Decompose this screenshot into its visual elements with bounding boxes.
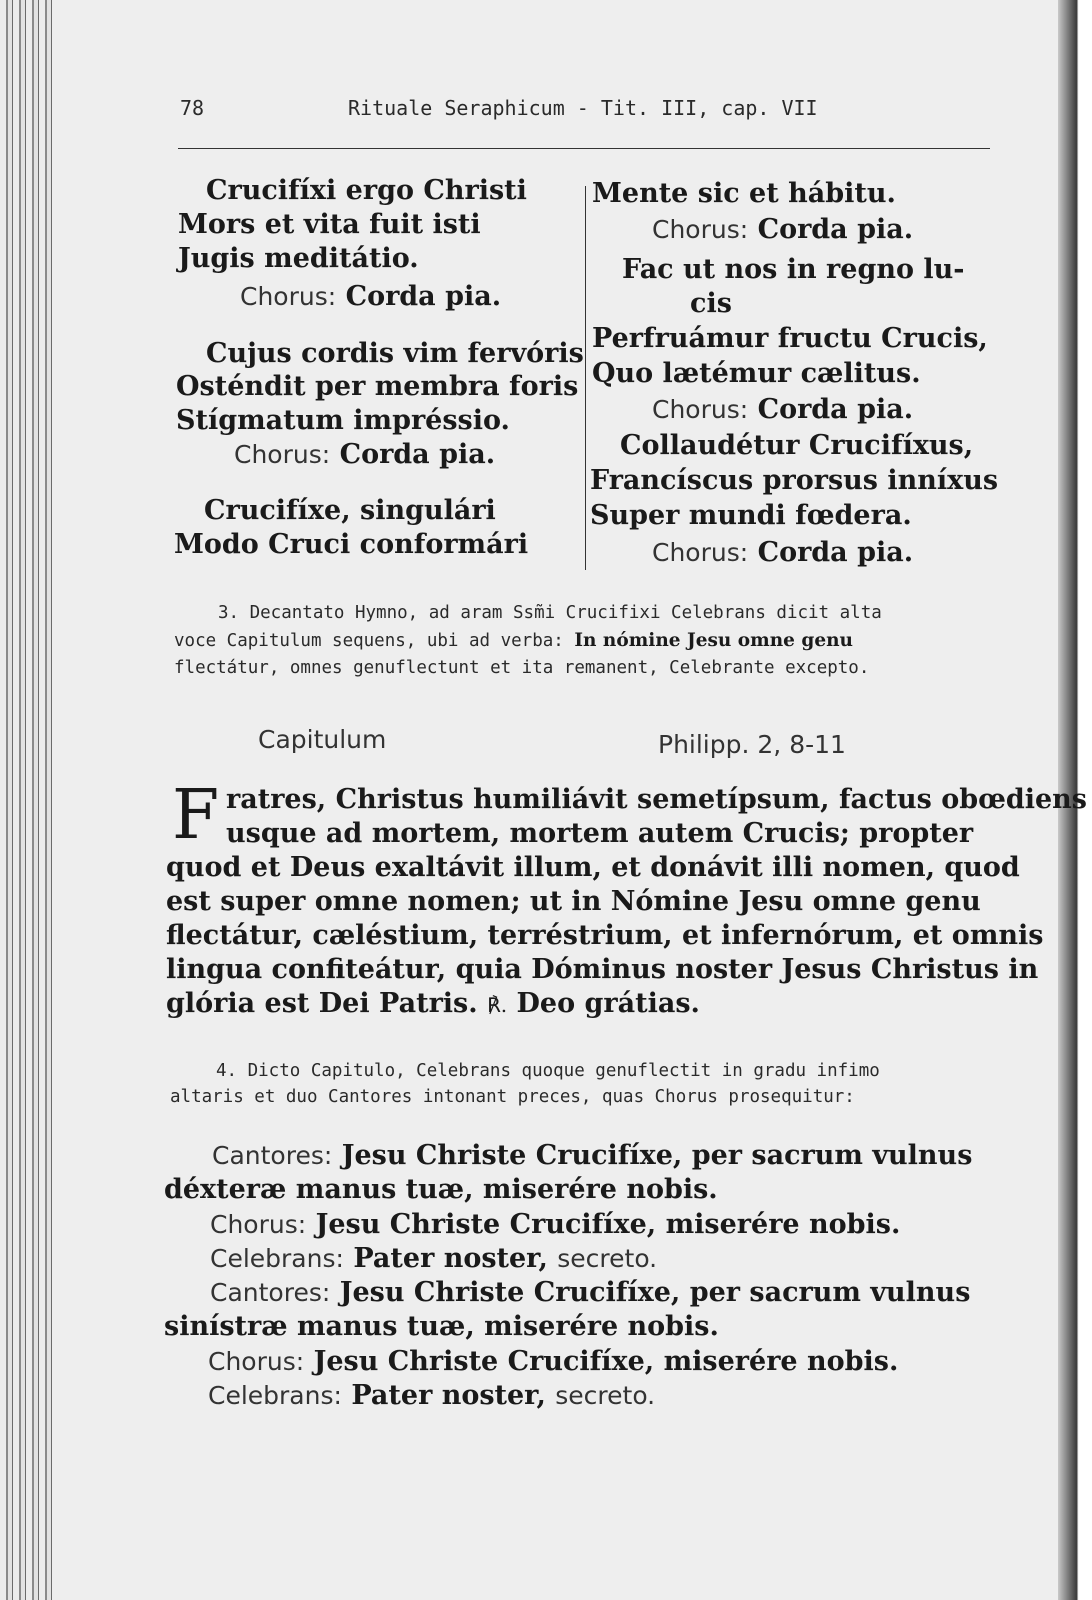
refrain-text: Corda pia. bbox=[757, 214, 914, 245]
chorus-refrain bbox=[240, 279, 501, 314]
chorus-label: Chorus: bbox=[652, 538, 749, 567]
hymn-line: cis bbox=[690, 288, 732, 319]
precis-text: Jesu Christe Crucifíxe, per sacrum vulnus bbox=[339, 1277, 971, 1308]
chorus-label: Chorus: bbox=[240, 282, 337, 311]
precis-line bbox=[212, 1140, 972, 1171]
precis-line: sinístræ manus tuæ, miserére nobis. bbox=[164, 1311, 719, 1342]
capitulum-title: Capitulum bbox=[258, 725, 387, 754]
page-number: 78 bbox=[180, 96, 205, 120]
chorus-refrain bbox=[652, 535, 913, 570]
hymn-line: Jugis meditátio. bbox=[178, 243, 419, 274]
hymn-line: Mors et vita fuit isti bbox=[178, 209, 481, 240]
hymn-line: Cujus cordis vim fervóris bbox=[206, 338, 584, 369]
hymn-line: Perfruámur fructu Crucis, bbox=[592, 323, 988, 354]
hymn-line: Francíscus prorsus inníxus bbox=[590, 465, 999, 496]
secreto-note: secreto. bbox=[557, 1244, 658, 1273]
book-spine bbox=[0, 0, 52, 1600]
celebrans-label: Celebrans: bbox=[208, 1381, 342, 1410]
celebrans-label: Celebrans: bbox=[210, 1244, 344, 1273]
cantores-label: Cantores: bbox=[210, 1278, 331, 1307]
cantores-label: Cantores: bbox=[212, 1141, 333, 1170]
refrain-text: Corda pia. bbox=[757, 394, 914, 425]
capitulum-line: flectátur, cæléstium, terréstrium, et infernórum, et omnis bbox=[166, 920, 1044, 951]
chorus-label: Chorus: bbox=[208, 1347, 305, 1376]
capitulum-line: est super omne nomen; ut in Nómine Jesu omne genu bbox=[166, 886, 981, 917]
chorus-refrain bbox=[234, 437, 495, 472]
chorus-label: Chorus: bbox=[652, 395, 749, 424]
hymn-line: Fac ut nos in regno lu- bbox=[622, 254, 965, 285]
precis-line bbox=[208, 1380, 655, 1411]
chorus-refrain bbox=[652, 392, 913, 427]
capitulum-line bbox=[166, 988, 700, 1019]
chorus-label: Chorus: bbox=[210, 1210, 307, 1239]
rubric-line: 4. Dicto Capitulo, Celebrans quoque genuflectit in gradu infimo bbox=[216, 1061, 880, 1081]
capitulum-line: ratres, Christus humiliávit semetípsum, factus obœdiens bbox=[226, 784, 1087, 815]
drop-cap: F bbox=[172, 776, 220, 855]
precis-text: Jesu Christe Crucifíxe, per sacrum vulnus bbox=[341, 1140, 973, 1171]
precis-text: Jesu Christe Crucifíxe, miserére nobis. bbox=[313, 1346, 899, 1377]
refrain-text: Corda pia. bbox=[339, 439, 496, 470]
refrain-text: Corda pia. bbox=[757, 537, 914, 568]
column-divider bbox=[585, 186, 586, 570]
response-icon: ℟. bbox=[487, 993, 508, 1017]
capitulum-line: lingua confiteátur, quia Dóminus noster Jesus Christus in bbox=[166, 954, 1039, 985]
secreto-note: secreto. bbox=[555, 1381, 656, 1410]
precis-line bbox=[208, 1346, 898, 1377]
chorus-label: Chorus: bbox=[234, 440, 331, 469]
capitulum-reference: Philipp. 2, 8-11 bbox=[658, 730, 846, 759]
header-rule bbox=[178, 148, 990, 149]
precis-line bbox=[210, 1243, 657, 1274]
hymn-line: Mente sic et hábitu. bbox=[592, 178, 896, 209]
hymn-line: Crucifíxe, singulári bbox=[204, 495, 496, 526]
precis-line bbox=[210, 1277, 970, 1308]
capitulum-text-end: glória est Dei Patris. bbox=[166, 988, 478, 1019]
hymn-line: Stígmatum impréssio. bbox=[176, 405, 510, 436]
running-title: Rituale Seraphicum - Tit. III, cap. VII bbox=[348, 96, 818, 120]
rubric-line: altaris et duo Cantores intonant preces, quas Chorus prosequitur: bbox=[170, 1087, 855, 1107]
precis-text: Pater noster, bbox=[353, 1243, 548, 1274]
hymn-line: Modo Cruci conformári bbox=[174, 529, 529, 560]
rubric-line: flectátur, omnes genuflectunt et ita remanent, Celebrante excepto. bbox=[174, 658, 870, 678]
capitulum-line: quod et Deus exaltávit illum, et donávit illi nomen, quod bbox=[166, 852, 1020, 883]
running-header bbox=[180, 96, 980, 130]
hymn-line: Crucifíxi ergo Christi bbox=[206, 175, 527, 206]
hymn-line: Osténdit per membra foris bbox=[176, 371, 579, 402]
precis-text: Pater noster, bbox=[351, 1380, 546, 1411]
chorus-refrain bbox=[652, 212, 913, 247]
rubric-emphasis: In nómine Jesu omne genu bbox=[574, 630, 853, 651]
precis-line bbox=[210, 1209, 900, 1240]
capitulum-line: usque ad mortem, mortem autem Crucis; propter bbox=[226, 818, 974, 849]
precis-text: Jesu Christe Crucifíxe, miserére nobis. bbox=[315, 1209, 901, 1240]
rubric-line bbox=[174, 627, 853, 655]
hymn-line: Quo lætémur cælitus. bbox=[592, 358, 921, 389]
response-text: Deo grátias. bbox=[516, 988, 700, 1019]
hymn-line: Super mundi fœdera. bbox=[590, 500, 912, 531]
rubric-text: voce Capitulum sequens, ubi ad verba: bbox=[174, 631, 564, 651]
chorus-label: Chorus: bbox=[652, 215, 749, 244]
rubric-line: 3. Decantato Hymno, ad aram Ssm̃i Crucifixi Celebrans dicit alta bbox=[218, 603, 882, 623]
refrain-text: Corda pia. bbox=[345, 281, 502, 312]
precis-line: déxteræ manus tuæ, miserére nobis. bbox=[164, 1174, 718, 1205]
hymn-line: Collaudétur Crucifíxus, bbox=[620, 430, 974, 461]
